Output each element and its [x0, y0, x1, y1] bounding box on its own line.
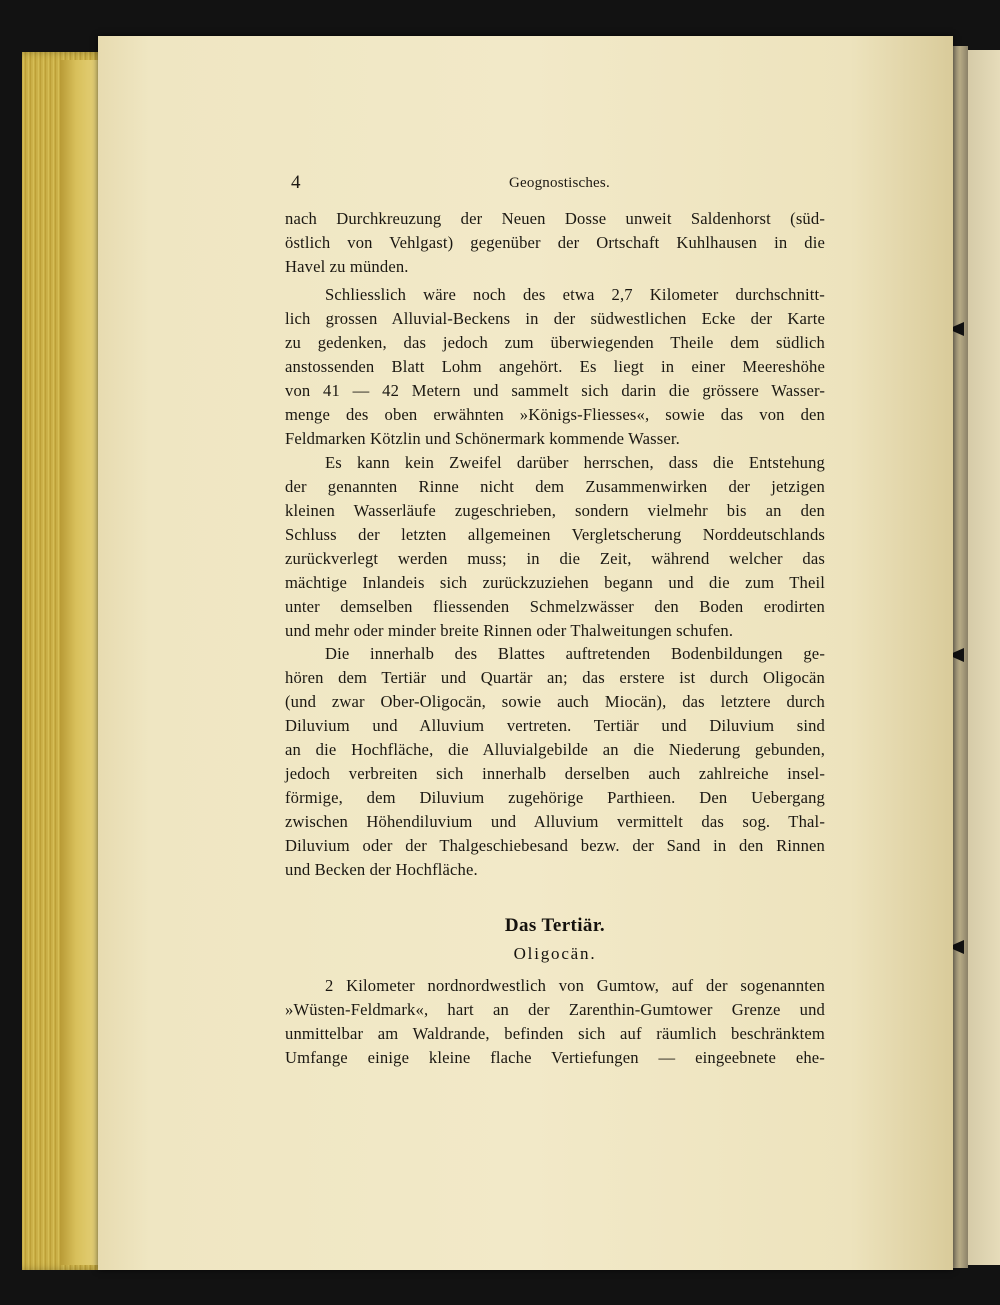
text-line: Diluvium oder der Thalgeschiebesand bezw. der Sand in den Rinnen [285, 836, 825, 855]
text-line: Die innerhalb des Blattes auftretenden Bodenbildungen ge- [325, 644, 825, 663]
text-line: und mehr oder minder breite Rinnen oder Thalweitungen schufen. [285, 621, 734, 640]
running-title: Geognostisches. [509, 175, 610, 191]
text-line: von 41 — 42 Metern und sammelt sich darin die grössere Wasser- [285, 381, 825, 400]
text-line: mächtige Inlandeis sich zurückzuziehen begann und die zum Theil [285, 573, 825, 592]
page-number: 4 [291, 172, 301, 193]
text-line: unter demselben fliessenden Schmelzwässer den Boden erodirten [285, 597, 825, 616]
text-line: 2 Kilometer nordnordwestlich von Gumtow, auf der sogenannten [325, 976, 825, 995]
text-line: Diluvium und Alluvium vertreten. Tertiär und Diluvium sind [285, 716, 825, 735]
text-line: Umfange einige kleine flache Vertiefungen — eingeebnete ehe- [285, 1048, 825, 1067]
text-line: jedoch verbreiten sich innerhalb derselben auch zahlreiche insel- [285, 764, 825, 783]
text-line: an die Hochfläche, die Alluvialgebilde an die Niederung gebunden, [285, 740, 825, 759]
text-line: und Becken der Hochfläche. [285, 860, 478, 879]
text-line: menge des oben erwähnten »Königs-Fliesses«, sowie das von den [285, 405, 825, 424]
paragraph-3 [285, 451, 825, 643]
text-line: Havel zu münden. [285, 257, 409, 276]
text-line: hören dem Tertiär und Quartär an; das erstere ist durch Oligocän [285, 668, 825, 687]
section-title: Das Tertiär. [504, 915, 606, 936]
text-line: anstossenden Blatt Lohm angehört. Es liegt in einer Meereshöhe [285, 357, 825, 376]
text-line: Es kann kein Zweifel darüber herrschen, dass die Entstehung [325, 453, 825, 472]
text-line: nach Durchkreuzung der Neuen Dosse unweit Saldenhorst (süd- [285, 209, 825, 228]
text-line: unmittelbar am Waldrande, befinden sich auf räumlich beschränktem [285, 1024, 825, 1043]
text-line: östlich von Vehlgast) gegenüber der Ortschaft Kuhlhausen in die [285, 233, 825, 252]
text-line: zwischen Höhendiluvium und Alluvium vermittelt das sog. Thal- [285, 812, 825, 831]
paragraph-2 [285, 283, 825, 451]
paragraph-1 [285, 207, 825, 279]
page-edges-inner [60, 60, 100, 1265]
text-line: der genannten Rinne nicht dem Zusammenwirken der jetzigen [285, 477, 825, 496]
text-line: »Wüsten-Feldmark«, hart an der Zarenthin-Gumtower Grenze und [285, 1000, 825, 1019]
text-line: zurückverlegt werden muss; in die Zeit, während welcher das [285, 549, 825, 568]
running-head [287, 172, 827, 196]
text-line: (und zwar Ober-Oligocän, sowie auch Miocän), das letztere durch [285, 692, 825, 711]
subsection-title: Oligocän. [513, 944, 597, 963]
next-page-edge [965, 50, 1000, 1265]
text-line: förmige, dem Diluvium zugehörige Parthieen. Den Uebergang [285, 788, 825, 807]
text-line: Feldmarken Kötzlin und Schönermark kommende Wasser. [285, 429, 680, 448]
text-line: kleinen Wasserläufe zugeschrieben, sondern vielmehr bis an den [285, 501, 825, 520]
text-line: Schliesslich wäre noch des etwa 2,7 Kilometer durchschnitt- [325, 285, 825, 304]
section-paragraph [285, 974, 825, 1070]
text-line: zu gedenken, das jedoch zum überwiegenden Theile dem südlich [285, 333, 825, 352]
text-line: Schluss der letzten allgemeinen Vergletscherung Norddeutschlands [285, 525, 825, 544]
text-line: lich grossen Alluvial-Beckens in der südwestlichen Ecke der Karte [285, 309, 825, 328]
paragraph-4 [285, 642, 825, 882]
